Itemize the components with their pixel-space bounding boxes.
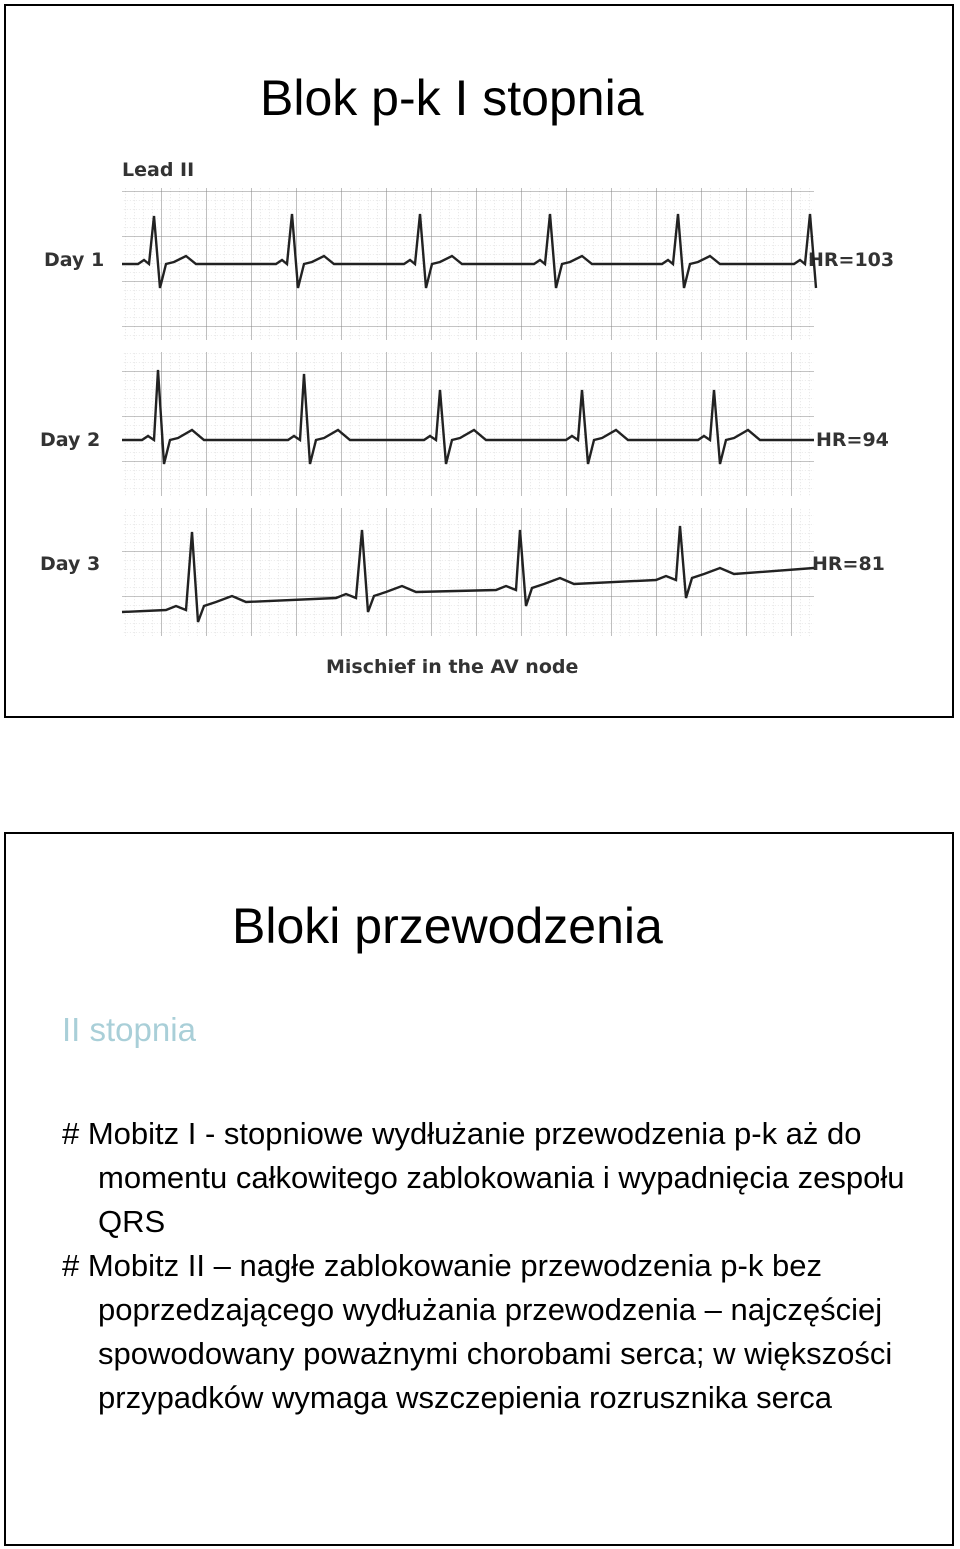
hr-label-1: HR=103 — [808, 249, 895, 271]
slide-body — [62, 1112, 922, 1420]
slide-title: Bloki przewodzenia — [232, 898, 663, 954]
slide-subtitle: II stopnia — [62, 1011, 196, 1048]
lead-label: Lead II — [122, 159, 195, 181]
day-label-2: Day 2 — [40, 429, 101, 451]
day-label-3: Day 3 — [40, 553, 101, 575]
paragraph-mobitz-1: # Mobitz I - stopniowe wydłużanie przewodzenia p-k aż do momentu całkowitego zablokowania i wypadnięcia zespołu QRS — [62, 1116, 905, 1239]
ecg-figure — [26, 146, 936, 686]
paragraph-mobitz-2: # Mobitz II – nagłe zablokowanie przewodzenia p-k bez poprzedzającego wydłużania przewodzenia – najczęściej spowodowany poważnymi chorobami serca; w większości przypadków wymaga wszczepienia rozrusznika serca — [62, 1248, 893, 1415]
hr-label-3: HR=81 — [812, 553, 885, 575]
slide-first-degree-block — [4, 4, 954, 718]
slide-title: Blok p-k I stopnia — [260, 70, 644, 126]
day-label-1: Day 1 — [44, 249, 105, 271]
hr-label-2: HR=94 — [816, 429, 889, 451]
slide-conduction-blocks — [4, 832, 954, 1546]
figure-caption: Mischief in the AV node — [326, 656, 579, 678]
